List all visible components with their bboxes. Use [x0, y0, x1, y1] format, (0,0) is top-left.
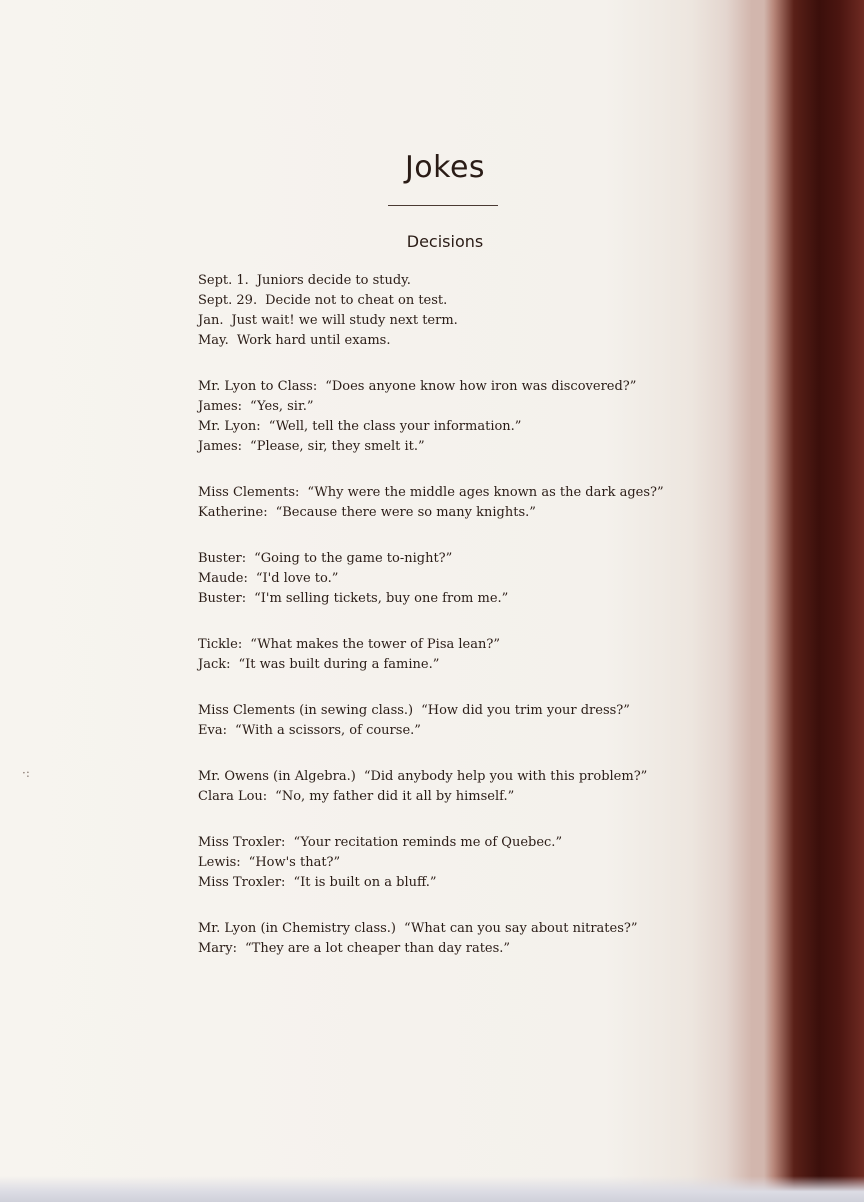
section-heading: Decisions: [406, 232, 484, 251]
speaker-name: Maude:: [198, 571, 248, 586]
decision-text: Juniors decide to study.: [256, 273, 411, 288]
dialogue-line: [198, 437, 728, 457]
speaker-name: Clara Lou:: [198, 789, 268, 804]
speaker-name: Miss Clements:: [198, 485, 300, 500]
speaker-name: Lewis:: [198, 855, 241, 870]
speaker-name: Miss Troxler:: [198, 835, 286, 850]
decision-date: Jan.: [198, 313, 224, 328]
quote-text: “What makes the tower of Pisa lean?”: [250, 637, 500, 652]
book-spine-shadow: [764, 0, 864, 1202]
quote-text: “Well, tell the class your information.”: [268, 419, 522, 434]
joke-block: [198, 833, 728, 893]
joke-block: [198, 549, 728, 609]
decision-line: [198, 331, 728, 351]
quote-text: “I'm selling tickets, buy one from me.”: [254, 591, 509, 606]
quote-text: “They are a lot cheaper than day rates.”: [245, 941, 511, 956]
joke-block: [198, 701, 728, 741]
speaker-name: Mr. Lyon (in Chemistry class.): [198, 921, 396, 936]
quote-text: “Why were the middle ages known as the dark ages?”: [307, 485, 664, 500]
dialogue-line: [198, 483, 728, 503]
joke-block: [198, 919, 728, 959]
bottom-edge-shadow: [0, 1176, 864, 1202]
dialogue-line: [198, 417, 728, 437]
dialogue-line: [198, 701, 728, 721]
dialogue-line: [198, 833, 728, 853]
speaker-name: Buster:: [198, 551, 247, 566]
dialogue-line: [198, 873, 728, 893]
joke-block: [198, 767, 728, 807]
dialogue-line: [198, 939, 728, 959]
speaker-name: Eva:: [198, 723, 227, 738]
dialogue-line: [198, 549, 728, 569]
quote-text: “It is built on a bluff.”: [293, 875, 437, 890]
dialogue-line: [198, 589, 728, 609]
decision-date: May.: [198, 333, 229, 348]
decision-date: Sept. 1.: [198, 273, 249, 288]
joke-block: [198, 483, 728, 523]
page-content: [198, 150, 728, 985]
dialogue-line: [198, 721, 728, 741]
dialogue-line: [198, 397, 728, 417]
joke-block: [198, 377, 728, 457]
quote-text: “How's that?”: [248, 855, 341, 870]
quote-text: “With a scissors, of course.”: [234, 723, 421, 738]
title-divider: [388, 205, 498, 206]
speaker-name: Miss Troxler:: [198, 875, 286, 890]
quote-text: “What can you say about nitrates?”: [404, 921, 638, 936]
quote-text: “Yes, sir.”: [250, 399, 314, 414]
speaker-name: Mr. Lyon:: [198, 419, 261, 434]
speaker-name: Jack:: [198, 657, 231, 672]
dialogue-line: [198, 503, 728, 523]
quote-text: “Please, sir, they smelt it.”: [250, 439, 425, 454]
decision-text: Just wait! we will study next term.: [231, 313, 458, 328]
decision-line: [198, 271, 728, 291]
quote-text: “Your recitation reminds me of Quebec.”: [293, 835, 563, 850]
speaker-name: Buster:: [198, 591, 247, 606]
decision-line: [198, 291, 728, 311]
speaker-name: Katherine:: [198, 505, 268, 520]
speaker-name: Mary:: [198, 941, 237, 956]
dialogue-line: [198, 767, 728, 787]
quote-text: “Going to the game to-night?”: [254, 551, 453, 566]
dialogue-line: [198, 787, 728, 807]
speaker-name: Tickle:: [198, 637, 243, 652]
quote-text: “No, my father did it all by himself.”: [275, 789, 515, 804]
quote-text: “Because there were so many knights.”: [275, 505, 536, 520]
quote-text: “I'd love to.”: [255, 571, 339, 586]
decision-line: [198, 311, 728, 331]
decision-date: Sept. 29.: [198, 293, 258, 308]
quote-text: “Does anyone know how iron was discovered?”: [325, 379, 637, 394]
dialogue-line: [198, 655, 728, 675]
quote-text: “How did you trim your dress?”: [421, 703, 630, 718]
speaker-name: Miss Clements (in sewing class.): [198, 703, 414, 718]
speaker-name: Mr. Owens (in Algebra.): [198, 769, 356, 784]
quote-text: “Did anybody help you with this problem?”: [363, 769, 648, 784]
dialogue-line: [198, 377, 728, 397]
decision-text: Decide not to cheat on test.: [265, 293, 448, 308]
page-title: Jokes: [404, 150, 486, 185]
dialogue-line: [198, 569, 728, 589]
dialogue-line: [198, 853, 728, 873]
decisions-list: [198, 271, 728, 351]
speaker-name: Mr. Lyon to Class:: [198, 379, 318, 394]
joke-block: [198, 635, 728, 675]
speaker-name: James:: [198, 399, 243, 414]
quote-text: “It was built during a famine.”: [238, 657, 440, 672]
paper-speck: ·:: [22, 766, 30, 780]
dialogue-line: [198, 635, 728, 655]
dialogue-line: [198, 919, 728, 939]
speaker-name: James:: [198, 439, 243, 454]
decision-text: Work hard until exams.: [236, 333, 391, 348]
